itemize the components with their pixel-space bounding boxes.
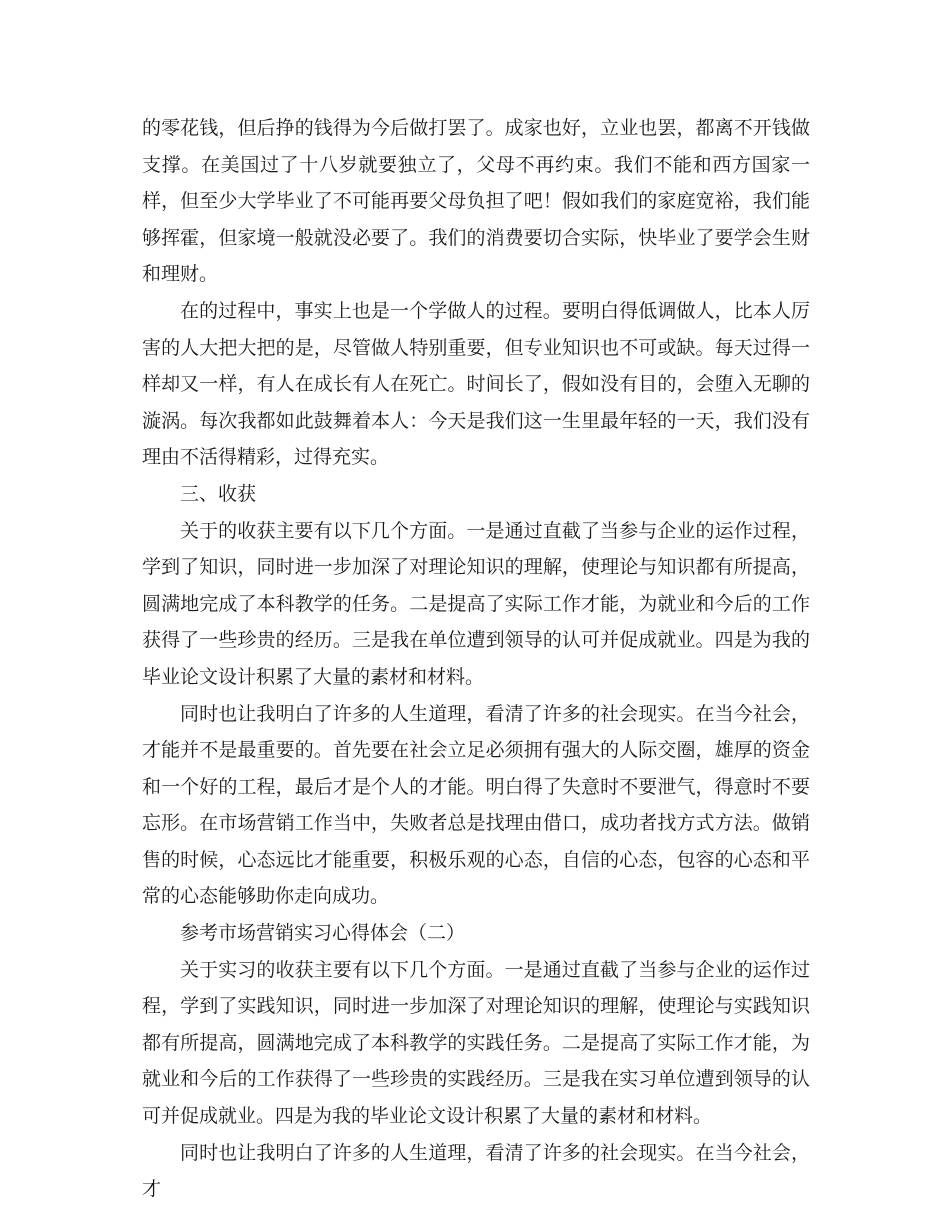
document-body — [142, 110, 810, 1208]
paragraph: 的零花钱，但后挣的钱得为今后做打罢了。成家也好，立业也罢，都离不开钱做支撑。在美国过了十八岁就要独立了，父母不再约束。我们不能和西方国家一样，但至少大学毕业了不可能再要父母负担了吧！假如我们的家庭宽裕，我们能够挥霍，但家境一般就没必要了。我们的消费要切合实际，快毕业了要学会生财和理财。 — [142, 117, 810, 286]
paragraph: 关于的收获主要有以下几个方面。一是通过直截了当参与企业的运作过程，学到了知识，同时进一步加深了对理论知识的理解，使理论与知识都有所提高，圆满地完成了本科教学的任务。二是提高了实际工作才能，为就业和今后的工作获得了一些珍贵的经历。三是我在单位遭到领导的认可并促成就业。四是为我的毕业论文设计积累了大量的素材和材料。 — [142, 519, 810, 688]
section-heading: 三、收获 — [180, 482, 257, 505]
section-heading: 参考市场营销实习心得体会（二） — [180, 922, 466, 945]
paragraph: 同时也让我明白了许多的人生道理，看清了许多的社会现实。在当今社会，才能并不是最重要的。首先要在社会立足必须拥有强大的人际交圈，雄厚的资金和一个好的工程，最后才是个人的才能。明白得了失意时不要泄气，得意时不要忘形。在市场营销工作当中，失败者总是找理由借口，成功者找方式方法。做销售的时候，心态远比才能重要，积极乐观的心态，自信的心态，包容的心态和平常的心态能够助你走向成功。 — [142, 702, 810, 908]
paragraph: 同时也让我明白了许多的人生道理，看清了许多的社会现实。在当今社会，才 — [142, 1141, 810, 1201]
paragraph: 在的过程中，事实上也是一个学做人的过程。要明白得低调做人，比本人厉害的人大把大把的是，尽管做人特别重要，但专业知识也不可或缺。每天过得一样却又一样，有人在成长有人在死亡。时间长了，假如没有目的，会堕入无聊的漩涡。每次我都如此鼓舞着本人：今天是我们这一生里最年轻的一天，我们没有理由不活得精彩，过得充实。 — [142, 299, 810, 469]
paragraph: 关于实习的收获主要有以下几个方面。一是通过直截了当参与企业的运作过程，学到了实践知识，同时进一步加深了对理论知识的理解，使理论与实践知识都有所提高，圆满地完成了本科教学的实践任务。二是提高了实际工作才能，为就业和今后的工作获得了一些珍贵的实践经历。三是我在实习单位遭到领导的认可并促成就业。四是为我的毕业论文设计积累了大量的素材和材料。 — [142, 958, 810, 1128]
